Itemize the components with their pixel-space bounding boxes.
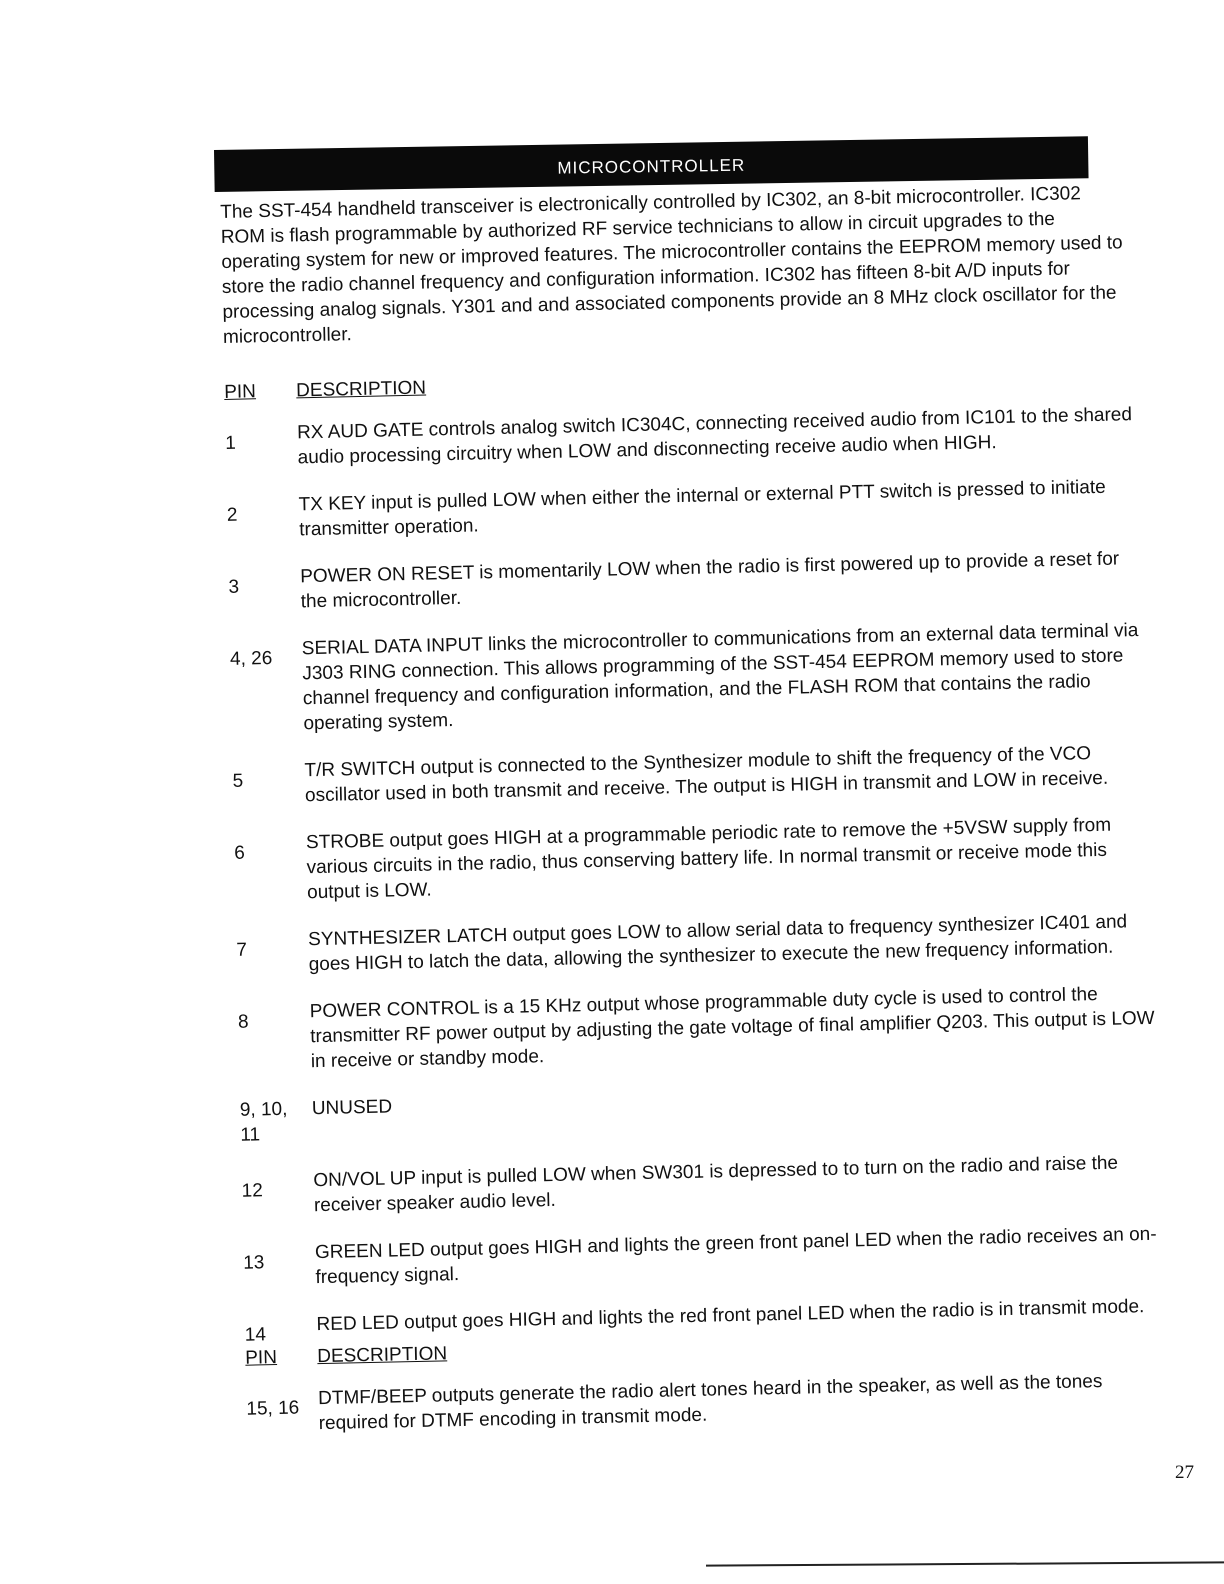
pin-row bbox=[226, 474, 1157, 544]
pin-number: 9, 10, 11 bbox=[239, 1098, 288, 1146]
pin-number: 1 bbox=[225, 432, 237, 454]
pin-number: 6 bbox=[234, 842, 246, 864]
pin-number: 15, 16 bbox=[246, 1397, 300, 1420]
pin-row bbox=[237, 981, 1168, 1076]
pin-description: SERIAL DATA INPUT links the microcontroller to communications from an external data terminal via J303 RING connection. This allows programming of the SST-454 EEPROM memory used to store channel frequency and configuration information, and the FLASH ROM that contains the radio operating system. bbox=[301, 620, 1139, 735]
pin-row bbox=[228, 546, 1159, 616]
pin-row bbox=[241, 1149, 1172, 1219]
description-column-header: DESCRIPTION bbox=[317, 1343, 448, 1368]
pin-row bbox=[232, 740, 1163, 810]
pin-column-header: PIN bbox=[223, 381, 257, 403]
pin-row bbox=[234, 812, 1165, 907]
pin-number: 13 bbox=[242, 1252, 265, 1274]
pin-row bbox=[240, 1077, 1171, 1147]
pin-number: 5 bbox=[232, 770, 244, 792]
pin-column-header: PIN bbox=[245, 1347, 278, 1369]
description-column-header: DESCRIPTION bbox=[295, 377, 427, 402]
pin-number: 4, 26 bbox=[229, 647, 273, 670]
pin-row bbox=[225, 402, 1156, 472]
pin-description: POWER ON RESET is momentarily LOW when the radio is first powered up to provide a reset for the microcontroller. bbox=[300, 548, 1120, 613]
pin-description: TX KEY input is pulled LOW when either the internal or external PTT switch is pressed to initiate transmitter operation. bbox=[298, 476, 1106, 541]
page-content bbox=[220, 180, 1177, 1460]
pin-description: GREEN LED output goes HIGH and lights the green front panel LED when the radio receives an on-frequency signal. bbox=[314, 1223, 1157, 1289]
pin-description: POWER CONTROL is a 15 KHz output whose programmable duty cycle is used to control the transmitter RF power output by adjusting the gate voltage of final amplifier Q203. This output is LOW in receive or standby mode. bbox=[309, 984, 1155, 1073]
pin-number: 7 bbox=[236, 939, 248, 961]
pin-row bbox=[246, 1367, 1177, 1437]
pin-description: SYNTHESIZER LATCH output goes LOW to allow serial data to frequency synthesizer IC401 and goes HIGH to latch the data, allowing the synthesizer to execute the new frequency information. bbox=[307, 911, 1128, 976]
pin-description: STROBE output goes HIGH at a programmable periodic rate to remove the +5VSW supply from various circuits in the radio, thus conserving battery life. In normal transmit or receive mode this output is LOW. bbox=[305, 814, 1112, 904]
pin-number: 3 bbox=[228, 576, 240, 598]
pin-number: 14 bbox=[244, 1324, 267, 1346]
pin-description: RED LED output goes HIGH and lights the red front panel LED when the radio is in transmit mode. bbox=[316, 1296, 1145, 1336]
bottom-divider bbox=[706, 1561, 1224, 1566]
pin-number: 8 bbox=[237, 1011, 249, 1033]
pin-table-header bbox=[224, 362, 1154, 404]
section-title: MICROCONTROLLER bbox=[557, 155, 746, 178]
pin-row bbox=[236, 909, 1167, 979]
intro-paragraph: The SST-454 handheld transceiver is electronically controlled by IC302, an 8-bit microcontroller. IC302 ROM is flash programmable by authorized RF service technicians to allow in circuit upgrades to the operating system for new or improved features. The microcontroller contains the EEPROM memory used to store the radio channel frequency and configuration information. IC302 has fifteen 8-bit A/D inputs for processing analog signals. Y301 and and associated components provide an 8 MHz clock oscillator for the microcontroller. bbox=[220, 183, 1123, 348]
pin-description: DTMF/BEEP outputs generate the radio alert tones heard in the speaker, as well as the tones required for DTMF encoding in transmit mode. bbox=[317, 1371, 1103, 1435]
pin-number: 2 bbox=[226, 504, 238, 526]
pin-description: RX AUD GATE controls analog switch IC304C, connecting received audio from IC101 to the shared audio processing circuitry when LOW and disconnecting receive audio when HIGH. bbox=[296, 404, 1133, 469]
pin-description: T/R SWITCH output is connected to the Synthesizer module to shift the frequency of the VCO oscillator used in both transmit and receive. The output is HIGH in transmit and LOW in receive. bbox=[304, 743, 1109, 807]
pin-number: 12 bbox=[241, 1180, 263, 1202]
pin-row bbox=[243, 1221, 1174, 1291]
pin-description: UNUSED bbox=[311, 1096, 393, 1120]
pin-description: ON/VOL UP input is pulled LOW when SW301 is depressed to to turn on the radio and raise the receiver speaker audio level. bbox=[313, 1152, 1119, 1217]
page-number: 27 bbox=[1175, 1462, 1194, 1483]
pin-row bbox=[230, 618, 1162, 738]
